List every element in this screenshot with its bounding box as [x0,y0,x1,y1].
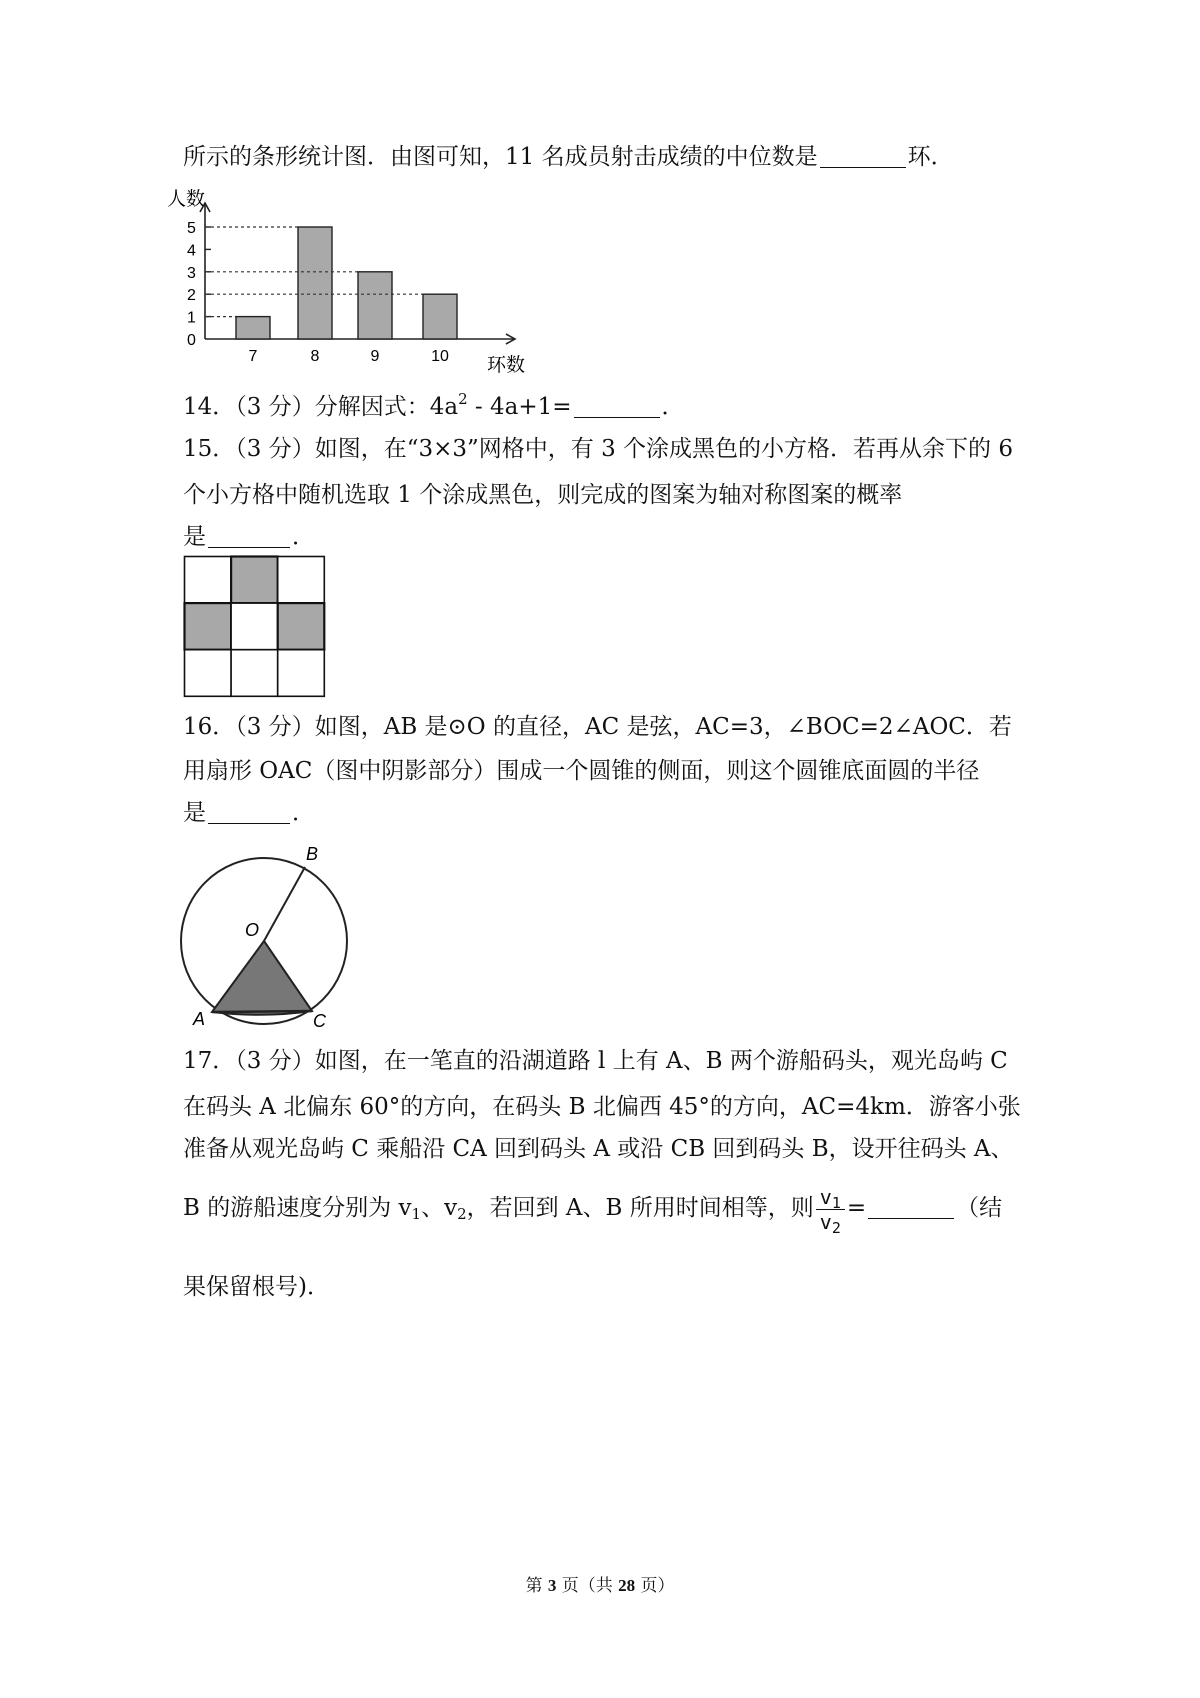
frac-den: v [819,1209,832,1234]
answer-blank [208,801,290,824]
q17-text-a: B 的游船速度分别为 v [183,1195,412,1221]
q17-sub-2: 2 [457,1205,467,1223]
bar-9 [358,272,392,339]
fraction-v1-v2 [816,1184,845,1237]
grid-cell-1-1 [231,603,278,650]
x-tick-label: 7 [248,348,258,365]
q16-prefix: 是 [183,800,206,826]
footer-page-number: 3 [547,1576,557,1595]
y-axis-label: 人数 [167,189,206,210]
grid-cell-0-2 [278,557,325,604]
q14-rest: ‑ 4a+1= [467,394,572,420]
sector-oac [212,941,312,1015]
q14-line [183,392,1023,422]
q17-text-c: ，若回到 A、B 所用时间相等，则 [466,1195,814,1221]
grid-cell-0-1 [231,557,278,604]
answer-blank [820,145,906,168]
y-tick-label: 1 [187,309,196,327]
grid-figure [183,555,339,715]
q14-exponent: 2 [458,390,468,408]
q14-end: ． [661,394,685,420]
radius-ob [264,867,305,941]
x-tick-label: 8 [310,348,320,365]
q13-text: 所示的条形统计图．由图可知，11 名成员射击成绩的中位数是 [183,144,818,170]
q16-line-1: 16．（3 分）如图，AB 是⊙O 的直径，AC 是弦，AC=3，∠BOC=2∠AOC．若 [183,714,1012,740]
grid-svg [183,555,339,711]
q17-text-e: （结 [956,1195,1003,1221]
q17-equals: = [846,1195,867,1221]
footer-post: 页） [635,1576,675,1596]
circle-svg [175,838,355,1028]
q16-end: ． [292,800,315,826]
page-footer [0,1571,1200,1596]
y-tick-label: 5 [187,220,196,237]
q13-line [183,142,1023,172]
x-tick-label: 9 [370,348,380,365]
frac-den-sub: 2 [831,1218,841,1237]
q17-sub-1: 1 [411,1205,422,1223]
label-c: C [313,1011,326,1028]
bar-chart [165,183,545,387]
grid-cell-0-0 [185,557,232,604]
grid-cell-1-0 [185,603,232,650]
grid-cell-2-0 [185,650,232,697]
y-tick-label: 4 [187,242,196,260]
q13-text-end: 环． [907,144,954,170]
y-tick-label: 0 [187,332,196,349]
answer-blank [574,395,660,418]
label-o: O [245,920,260,940]
frac-num: v [819,1184,832,1209]
q15-prefix: 是 [183,524,206,550]
q17-line-1: 17．（3 分）如图，在一笔直的沿湖道路 l 上有 A、B 两个游船码头，观光岛屿 C [183,1048,1008,1074]
q14-prefix: 14．（3 分）分解因式：4a [183,394,459,420]
q15-line-1: 15．（3 分）如图，在“3×3”网格中，有 3 个涂成黑色的小方格．若再从余下的 6 [183,436,1013,462]
q17-text-b: 、v [421,1195,458,1221]
answer-blank [208,525,290,548]
bar-8 [298,227,332,339]
footer-total-pages: 28 [618,1576,636,1595]
q16-line-2: 用扇形 OAC（图中阴影部分）围成一个圆锥的侧面，则这个圆锥底面圆的半径 [183,758,980,784]
footer-pre: 第 [525,1576,548,1596]
q16-line-3 [183,798,1023,828]
q17-line-4 [183,1182,1023,1237]
q15-line-2: 个小方格中随机选取 1 个涂成黑色，则完成的图案为轴对称图案的概率 [183,482,903,508]
frac-num-sub: 1 [831,1193,841,1212]
q17-line-2: 在码头 A 北偏东 60°的方向，在码头 B 北偏西 45°的方向，AC=4km．游客小张 [183,1094,1021,1120]
x-tick-label: 10 [431,348,449,365]
q17-line-3: 准备从观光岛屿 C 乘船沿 CA 回到码头 A 或沿 CB 回到码头 B，设开往码头 A、 [183,1136,1014,1162]
q17-line-5: 果保留根号)． [183,1274,330,1300]
bar-7 [236,317,270,339]
label-a: A [193,1009,206,1028]
q15-end: ． [292,524,315,550]
grid-cell-2-2 [278,650,325,697]
grid-cell-2-1 [231,650,278,697]
label-b: B [306,844,319,864]
circle-figure [175,838,355,1032]
answer-blank [868,1196,954,1219]
footer-mid: 页（共 [556,1576,619,1596]
chord-ac [212,1011,312,1012]
q15-line-3 [183,522,1023,552]
bar-chart-svg [165,183,545,383]
x-axis-label: 环数 [487,355,526,376]
y-tick-label: 2 [187,287,196,305]
grid-cell-1-2 [278,603,325,650]
bar-10 [423,294,457,339]
y-tick-label: 3 [187,264,196,282]
